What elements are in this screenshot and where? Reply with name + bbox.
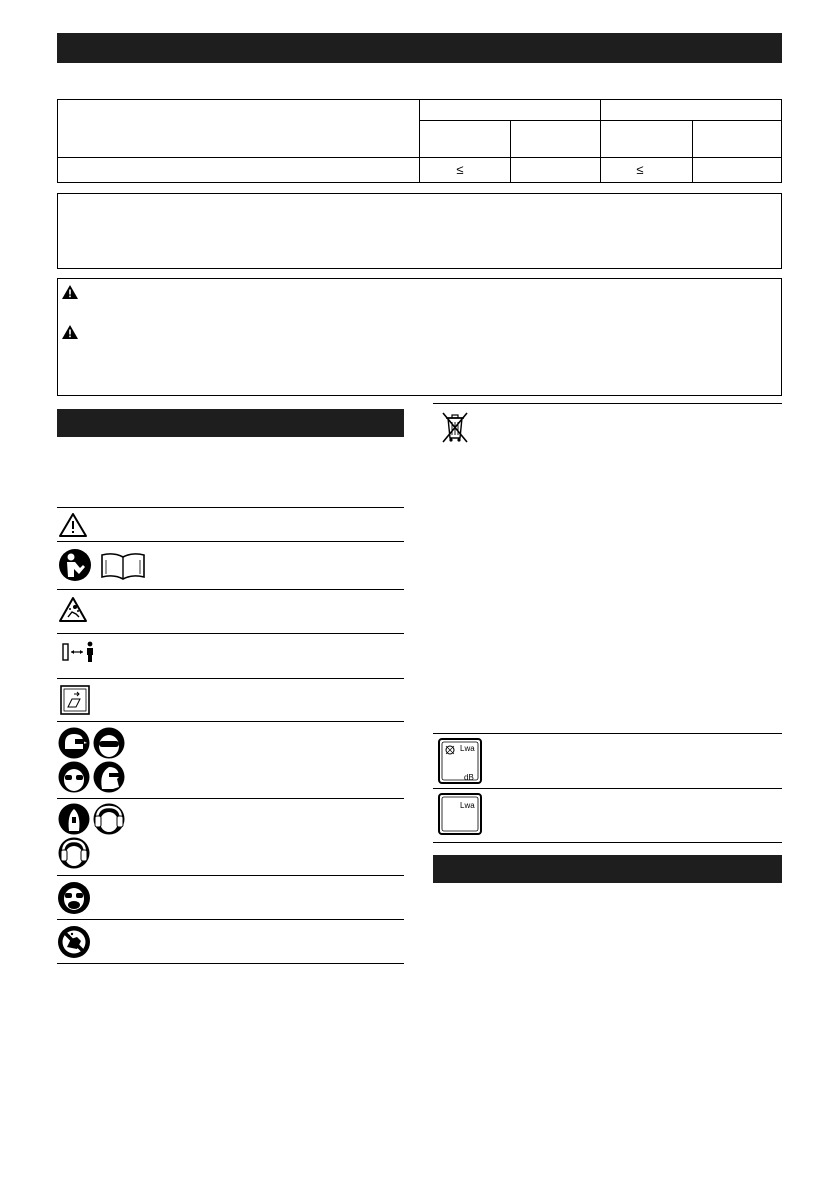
symbols-row-line xyxy=(57,541,404,542)
symbols-row-line xyxy=(57,589,404,590)
warning-box xyxy=(57,278,782,396)
warning-triangle-icon xyxy=(58,512,88,538)
warning-icon xyxy=(62,325,78,339)
right-col-line xyxy=(433,788,782,789)
sound-power-label-2: Lwa xyxy=(460,801,475,810)
symbols-row-line xyxy=(57,678,404,679)
right-col-line xyxy=(433,733,782,734)
falling-objects-icon xyxy=(58,596,88,624)
symbols-row-line xyxy=(57,633,404,634)
spec-table-col-line-3 xyxy=(600,99,601,183)
symbols-row-line xyxy=(57,963,404,964)
symbols-row-line xyxy=(57,507,404,508)
spec-table-col-line-4 xyxy=(692,120,693,183)
spec-table-le-symbol-1: ≤ xyxy=(456,162,464,177)
warning-icon xyxy=(62,285,78,299)
section-header-bar-right xyxy=(433,855,782,883)
head-eye-protection-icons xyxy=(57,727,129,793)
instruction-sheet-icon xyxy=(60,685,90,715)
symbols-row-line xyxy=(57,721,404,722)
symbols-row-line xyxy=(57,919,404,920)
read-manual-icon xyxy=(58,548,146,582)
symbols-row-line xyxy=(57,875,404,876)
respirator-icon xyxy=(57,881,91,915)
spec-table-col-line-2 xyxy=(510,120,511,183)
section-header-bar-symbols xyxy=(57,409,404,437)
no-wet-conditions-icon xyxy=(57,925,91,959)
safety-distance-icon xyxy=(62,640,98,664)
note-box xyxy=(57,193,782,269)
right-col-line xyxy=(433,842,782,843)
sound-pressure-level-icon xyxy=(438,793,482,835)
hearing-protection-icons xyxy=(57,803,129,869)
sound-power-label-1: Lwa xyxy=(460,744,475,753)
section-header-bar-top xyxy=(57,33,782,63)
right-col-line-top xyxy=(433,403,782,404)
sound-power-unit-1: dB xyxy=(464,773,474,782)
crossed-out-bin-icon xyxy=(440,410,470,444)
symbols-row-line xyxy=(57,798,404,799)
spec-table-col-line-1 xyxy=(419,99,420,183)
spec-table-le-symbol-2: ≤ xyxy=(636,162,644,177)
